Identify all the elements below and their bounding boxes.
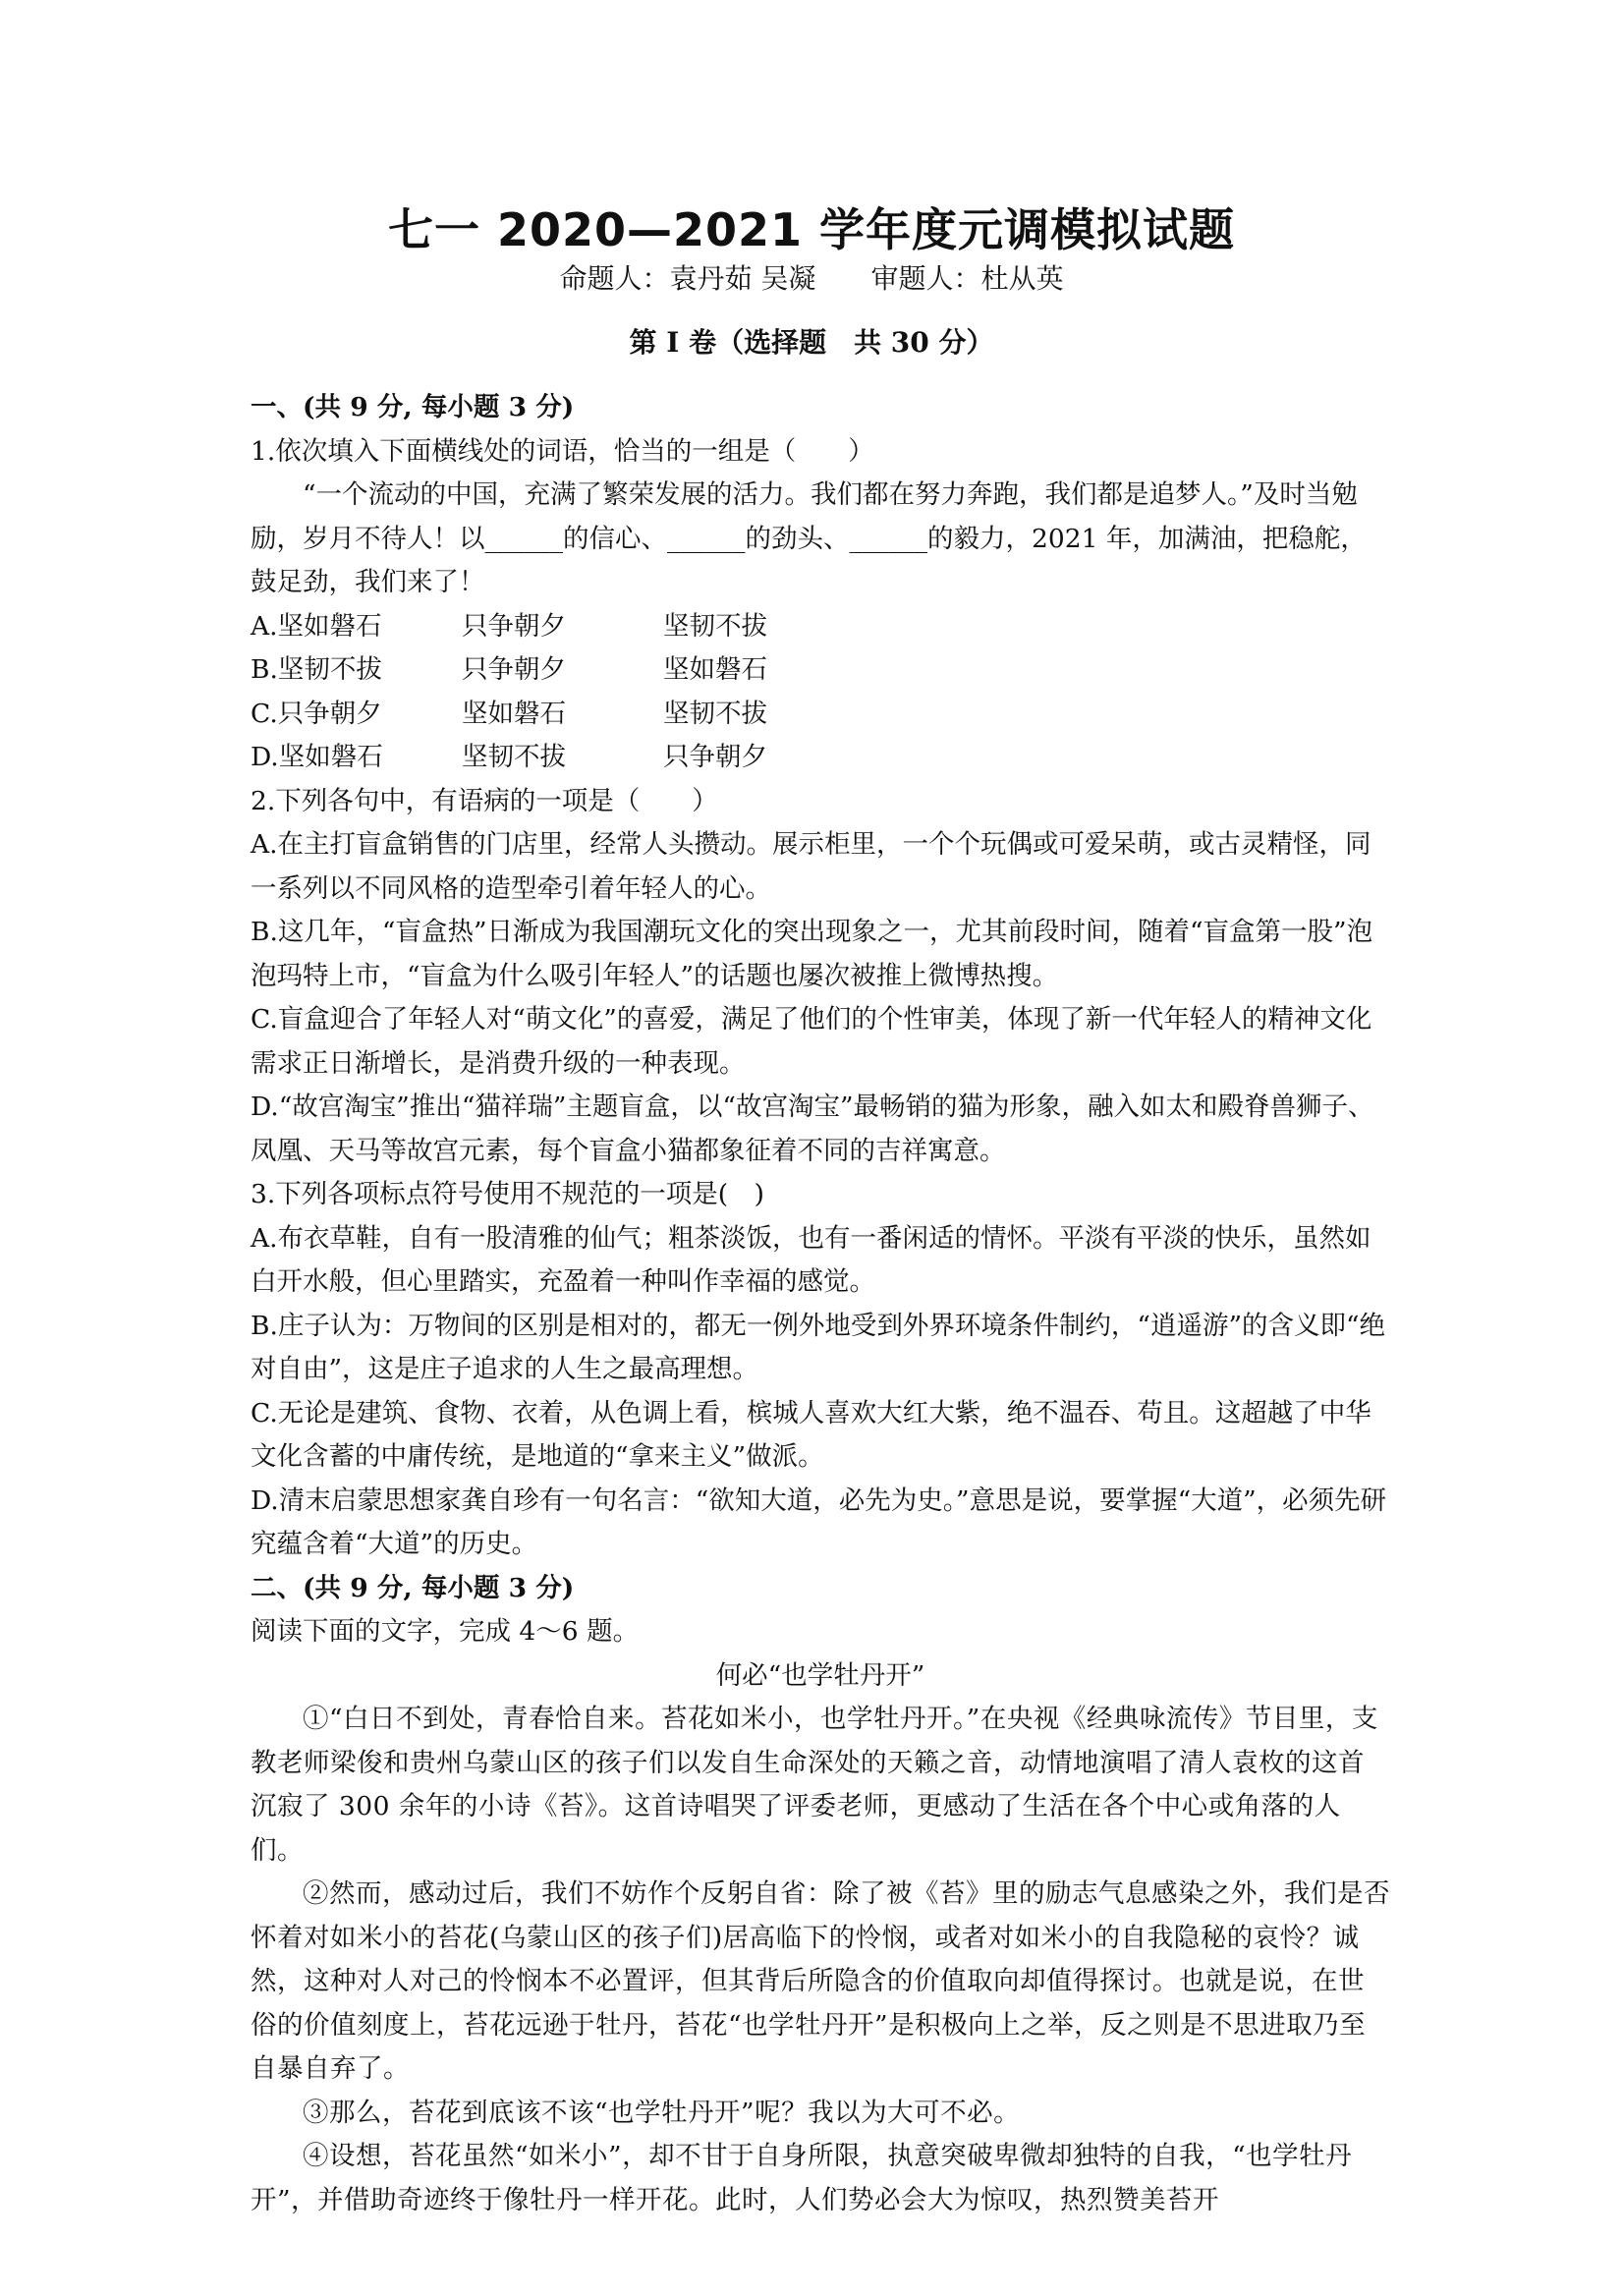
article-paragraph: ①“白日不到处，青春恰自来。苔花如米小，也学牡丹开。”在央视《经典咏流传》节目里，支教老师梁俊和贵州乌蒙山区的孩子们以发自生命深处的天籁之音，动情地演唱了清人袁枚的这首沉寂了 300 余年的小诗《苔》。这首诗唱哭了评委老师，更感动了生活在各个中心或角落的人们。: [251, 1704, 1378, 1866]
answer-option: D.清末启蒙思想家龚自珍有一句名言：“欲知大道，必先为史。”意思是说，要掌握“大道”，必须先研究蕴含着“大道”的历史。: [251, 1484, 1387, 1559]
article-paragraph: ③那么，苔花到底该不该“也学牡丹开”呢？我以为大可不必。: [303, 2097, 1021, 2128]
option-word: A.坚如磐石: [251, 610, 382, 642]
answer-option: B.这几年，“盲盒热”日渐成为我国潮玩文化的突出现象之一，尤其前段时间，随着“盲盒第一股”泡泡玛特上市，“盲盒为什么吸引年轻人”的话题也屡次被推上微博热搜。: [251, 917, 1373, 991]
option-word: B.坚韧不拔: [251, 654, 382, 685]
option-word: C.只争朝夕: [251, 698, 382, 729]
exam-title: 七一 2020—2021 学年度元调模拟试题: [387, 203, 1236, 256]
option-word: 坚韧不拔: [663, 610, 767, 642]
option-word: 只争朝夕: [462, 610, 566, 642]
option-word: 坚如磐石: [663, 654, 767, 685]
question-reviewer: 审题人：杜从英: [870, 262, 1064, 295]
answer-option: [251, 605, 1390, 649]
article-paragraph: ②然而，感动过后，我们不妨作个反躬自省：除了被《苔》里的励志气息感染之外，我们是否怀着对如米小的苔花(乌蒙山区的孩子们)居高临下的怜悯，或者对如米小的自我隐秘的哀怜？诚然，这种对人对己的怜悯本不必置评，但其背后所隐含的价值取向却值得探讨。也就是说，在世俗的价值刻度上，苔花远逊于牡丹，苔花“也学牡丹开”是积极向上之举，反之则是不思进取乃至自暴自弃了。: [251, 1878, 1390, 2084]
article-paragraph: ④设想，苔花虽然“如米小”，却不甘于自身所限，执意突破卑微却独特的自我，“也学牡丹开”，并借助奇迹终于像牡丹一样开花。此时，人们势必会大为惊叹，热烈赞美苔开: [251, 2141, 1353, 2215]
option-word: 只争朝夕: [462, 654, 566, 685]
answer-option: B.庄子认为：万物间的区别是相对的，都无一例外地受到外界环境条件制约，“逍遥游”的含义即“绝对自由”，这是庄子追求的人生之最高理想。: [251, 1310, 1386, 1384]
answer-option: C.盲盒迎合了年轻人对“萌文化”的喜爱，满足了他们的个性审美，体现了新一代年轻人的精神文化需求正日渐增长，是消费升级的一种表现。: [251, 1004, 1372, 1079]
answer-option: D.“故宫淘宝”推出“猫祥瑞”主题盲盒，以“故宫淘宝”最畅销的猫为形象，融入如太和殿脊兽狮子、凤凰、天马等故宫元素，每个盲盒小猫都象征着不同的吉祥寓意。: [251, 1092, 1374, 1166]
exam-content: [251, 386, 1390, 2222]
section-heading: 二、(共 9 分, 每小题 3 分): [251, 1572, 575, 1603]
question-stem: 2.下列各句中，有语病的一项是（ ）: [251, 785, 718, 816]
answer-option: [251, 648, 1390, 693]
question-passage: “一个流动的中国，充满了繁荣发展的活力。我们都在努力奔跑，我们都是追梦人。”及时当勉励，岁月不待人！以______的信心、______的劲头、______的毅力，2021 年，加满油，把稳舵，鼓足劲，我们来了！: [251, 479, 1367, 597]
option-word: 坚韧不拔: [663, 698, 767, 729]
answer-option: [251, 736, 1390, 780]
question-stem: 3.下列各项标点符号使用不规范的一项是( ): [251, 1179, 764, 1209]
answer-option: A.布衣草鞋，自有一股清雅的仙气；粗茶淡饭，也有一番闲适的情怀。平淡有平淡的快乐，虽然如白开水般，但心里踏实，充盈着一种叫作幸福的感觉。: [251, 1222, 1371, 1297]
volume-heading: 第 I 卷（选择题 共 30 分）: [629, 326, 994, 359]
author-line: [0, 257, 1623, 297]
option-word: D.坚如磐石: [251, 742, 383, 772]
option-word: 坚韧不拔: [462, 742, 566, 772]
question-setter: 命题人：袁丹茹 吴凝: [559, 262, 816, 295]
question-stem: 1.依次填入下面横线处的词语，恰当的一组是（ ）: [251, 435, 874, 467]
section-heading: 一、(共 9 分, 每小题 3 分): [251, 392, 575, 422]
option-word: 只争朝夕: [663, 742, 767, 772]
answer-option: A.在主打盲盒销售的门店里，经常人头攒动。展示柜里，一个个玩偶或可爱呆萌，或古灵精怪，同一系列以不同风格的造型牵引着年轻人的心。: [251, 829, 1371, 904]
answer-option: [251, 693, 1390, 737]
option-word: 坚如磐石: [462, 698, 566, 729]
answer-option: C.无论是建筑、食物、衣着，从色调上看，槟城人喜欢大红大紫，绝不温吞、苟且。这超越了中华文化含蓄的中庸传统，是地道的“拿来主义”做派。: [251, 1397, 1371, 1472]
reading-instruction: 阅读下面的文字，完成 4～6 题。: [251, 1616, 640, 1647]
article-title: 何必“也学牡丹开”: [715, 1659, 925, 1691]
